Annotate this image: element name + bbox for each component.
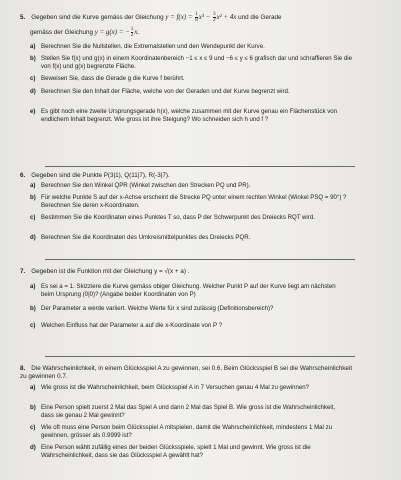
- question-7-part-c: c) Welchen Einfluss hat der Parameter a auf die x-Koordinate von P ?: [30, 322, 222, 329]
- question-8-part-d: d) Eine Person wählt zufällig eines der beiden Glücksspiele, spielt 1 Mal und gewinnt. Wie gross ist die Wahrscheinlichkeit, dass sie das Glücksspiel A gewählt hat?: [30, 444, 311, 459]
- question-7-intro: [20, 268, 380, 276]
- question-6-part-a: a) Berechnen Sie den Winkel QPR (Winkel zwischen den Strecken PQ und PR).: [30, 182, 251, 189]
- question-8-intro: [20, 365, 355, 382]
- question-5-part-a: a) Berechnen Sie die Nullstellen, die Extremalstellen und den Wendepunkt der Kurve.: [30, 43, 265, 50]
- question-8-part-b: b) Eine Person spielt zuerst 2 Mal das Spiel A und dann 2 Mal das Spiel B. Wie gross ist die Wahrscheinlichkeit, dass sie genau 2 Mal gewinnt?: [30, 404, 336, 419]
- fraction: $\frac{3}{2}$: [213, 11, 216, 23]
- question-number: 7.: [20, 268, 26, 275]
- question-5-intro: 5. Gegeben sind die Kurve gemäss der Gleichung y = f(x) = $\frac{1}{8}$ x³ − $\frac{3}{2}$ x² + 4x und die Gerade: [20, 11, 282, 23]
- question-text: Gegeben ist die Funktion mit der Gleichung y = √(x + a) .: [31, 268, 190, 275]
- fraction: $\frac{1}{2}$: [130, 26, 134, 38]
- question-6-part-c: c) Bestimmen Sie die Koordinaten eines Punktes T so, dass P der Schwerpunkt des Dreiecks RQT wird.: [30, 214, 315, 221]
- curve-equation: y = f(x) =: [165, 14, 193, 22]
- line-equation: y = g(x) = −: [94, 29, 130, 37]
- question-6-intro: [20, 172, 380, 180]
- question-8-part-a: a) Wie gross ist die Wahrscheinlichkeit, beim Glücksspiel A in 7 Versuchen genau 4 Mal zu gewinnen?: [30, 384, 310, 391]
- question-7-part-a: a) Es sei a = 1. Skizziere die Kurve gemäss obiger Gleichung. Welcher Punkt P auf der Kurve liegt am nächsten beim Ursprung (0|0)? (Angabe beider Koordinaten von P): [30, 283, 336, 298]
- question-8-part-c: c) Wie oft muss eine Person beim Glücksspiel A mitspielen, damit die Wahrscheinlichkeit, mindestens 1 Mal zu gewinnen, grösser als 0.9999 ist?: [30, 424, 333, 439]
- question-number: 8.: [20, 365, 26, 372]
- question-7-part-b: b) Der Parameter a werde variiert. Welche Werte für x sind zulässig (Definitionsbereich)?: [30, 305, 274, 312]
- section-divider: [45, 166, 355, 167]
- question-6-part-d: d) Berechnen Sie die Koordinaten des Umkreismittelpunktes des Dreiecks PQR.: [30, 234, 251, 241]
- question-5-part-b: b) Stellen Sie f(x) und g(x) in einem Koordinatenbereich −1 ≤ x ≤ 9 und −6 ≤ y ≤ 6 grafisch dar und schraffieren Sie die von f(x) und g(x) begrenzte Fläche.: [30, 55, 353, 70]
- question-5-line: gemäss der Gleichung y = g(x) = − $\frac{1}{2}$ x.: [30, 26, 140, 38]
- section-divider: [45, 259, 355, 260]
- question-text: Gegeben sind die Punkte P(3|1), Q(11|7), R(-3|7).: [31, 172, 170, 179]
- question-text: Die Wahrscheinlichkeit, in einem Glücksspiel A zu gewinnen, sei 0.6. Beim Glücksspiel B sei die Wahrscheinlichkeit zu gewinnen 0.7.: [20, 365, 353, 381]
- question-5-part-d: d) Berechnen Sie den Inhalt der Fläche, welche von der Geraden und der Kurve begrenzt wird.: [30, 88, 290, 95]
- question-number: 6.: [20, 172, 26, 179]
- section-divider: [45, 356, 355, 357]
- question-5-part-c: c) Beweisen Sie, dass die Gerade g die Kurve f berührt.: [30, 75, 185, 82]
- question-number: 5.: [20, 14, 26, 22]
- fraction: $\frac{1}{8}$: [195, 11, 198, 23]
- question-5-part-e: e) Es gibt noch eine zweite Ursprungsgerade h(x), welche zusammen mit der Kurve genau ein Flächenstück von endlichem Inhalt begrenzt. Wie gross ist ihre Steigung? Wo schneiden sich h und f ?: [30, 108, 338, 123]
- question-text: Gegeben sind die Kurve gemäss der Gleichung: [31, 14, 164, 22]
- question-6-part-b: b) Für welche Punkte S auf der x-Achse erscheint die Strecke PQ unter einem rechten Winkel (Winkel PSQ = 90°) ? Berechnen Sie deren x-Koordinaten.: [30, 194, 347, 209]
